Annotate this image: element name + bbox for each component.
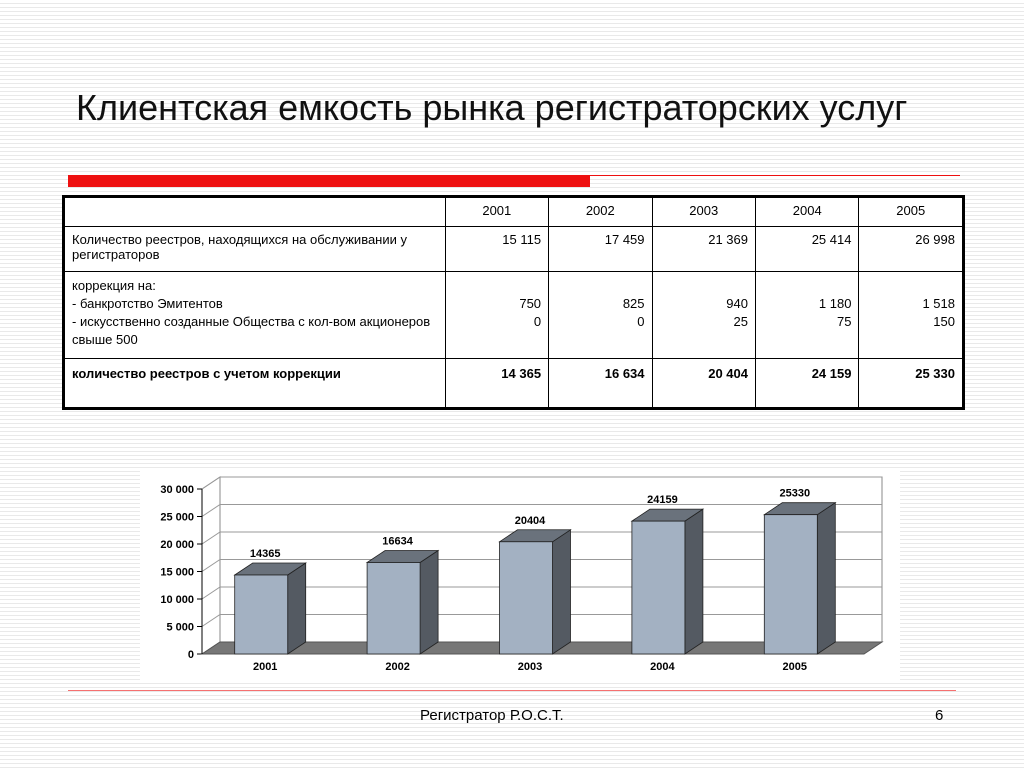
correction-bankruptcy-label: - банкротство Эмитентов: [72, 296, 223, 311]
year-header: 2003: [652, 197, 755, 227]
table-cell: 1 180 75: [755, 272, 858, 359]
table-corner-cell: [64, 197, 446, 227]
data-label: 20404: [514, 514, 546, 527]
table-cell: 940 25: [652, 272, 755, 359]
table-cell: 750 0: [445, 272, 548, 359]
footer-text: Регистратор Р.О.С.Т.: [420, 707, 564, 724]
table-cell: 25 330: [859, 359, 964, 409]
table-row-correction: [64, 272, 964, 359]
data-label: 25330: [779, 487, 811, 500]
table-row-total: [64, 359, 964, 409]
table-cell: 17 459: [549, 227, 652, 272]
title-underline-bar: [68, 175, 590, 187]
x-tick-label: 2002: [385, 661, 410, 673]
x-tick-label: 2004: [650, 661, 675, 673]
table-cell: 21 369: [652, 227, 755, 272]
data-label: 14365: [249, 547, 281, 560]
y-tick-label: 25 000: [160, 511, 194, 524]
footer-divider: [68, 690, 956, 691]
row-label-correction: [64, 272, 446, 359]
table-cell: 825 0: [549, 272, 652, 359]
slide-title: Клиентская емкость рынка регистраторских услуг: [76, 87, 908, 128]
registries-table: [62, 195, 965, 410]
registries-bar-chart: [140, 470, 900, 680]
table-cell: 15 115: [445, 227, 548, 272]
bar: [632, 509, 703, 654]
correction-artificial-label: - искусственно созданные Общества с кол-вом акционеров свыше 500: [72, 314, 431, 347]
year-header: 2005: [859, 197, 964, 227]
data-label: 24159: [647, 494, 678, 507]
bar: [764, 503, 835, 654]
bar: [367, 551, 438, 654]
y-tick-label: 30 000: [160, 484, 194, 496]
correction-header: коррекция на:: [72, 278, 156, 293]
title-underline-rule: [590, 175, 960, 176]
row-label-total: количество реестров с учетом коррекции: [64, 359, 446, 409]
table-header-row: [64, 197, 964, 227]
table-cell: 14 365: [445, 359, 548, 409]
y-tick-label: 0: [187, 649, 194, 661]
year-header: 2001: [445, 197, 548, 227]
year-header: 2002: [549, 197, 652, 227]
x-tick-label: 2003: [517, 661, 543, 673]
x-tick-label: 2001: [252, 661, 278, 673]
bar: [500, 530, 571, 654]
y-tick-label: 15 000: [160, 566, 194, 579]
table-cell: 1 518 150: [859, 272, 964, 359]
data-label: 16634: [382, 535, 413, 548]
y-tick-label: 5 000: [166, 621, 194, 634]
table-cell: 16 634: [549, 359, 652, 409]
table-cell: 24 159: [755, 359, 858, 409]
x-tick-label: 2005: [782, 661, 808, 673]
bar: [235, 563, 306, 654]
y-tick-label: 10 000: [160, 594, 194, 606]
table-cell: 25 414: [755, 227, 858, 272]
y-tick-label: 20 000: [160, 539, 194, 551]
year-header: 2004: [755, 197, 858, 227]
table-cell: 20 404: [652, 359, 755, 409]
table-cell: 26 998: [859, 227, 964, 272]
row-label: Количество реестров, находящихся на обслуживании у регистраторов: [64, 227, 446, 272]
table-row-registries: [64, 227, 964, 272]
page-number: 6: [935, 707, 944, 724]
